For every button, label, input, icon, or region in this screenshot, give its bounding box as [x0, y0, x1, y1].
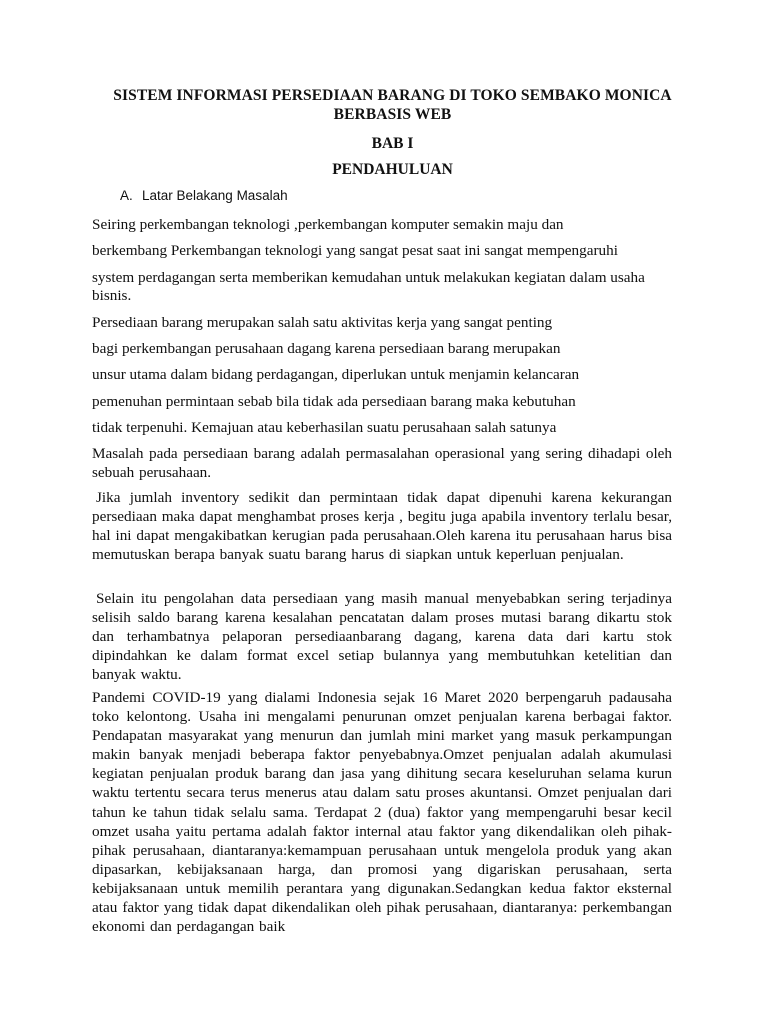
document-title: SISTEM INFORMASI PERSEDIAAN BARANG DI TOKO SEMBAKO MONICA BERBASIS WEB — [113, 87, 672, 123]
text-line: bisnis. — [92, 287, 132, 304]
text-line: unsur utama dalam bidang perdagangan, diperlukan untuk menjamin kelancaran — [92, 366, 580, 383]
paragraph: Masalah pada persediaan barang adalah permasalahan operasional yang sering dihadapi oleh sebuah perusahaan. — [92, 445, 672, 482]
text-line: tidak terpenuhi. Kemajuan atau keberhasilan suatu perusahaan salah satunya — [92, 419, 557, 436]
text-line: pemenuhan permintaan sebab bila tidak ada persediaan barang maka kebutuhan — [92, 393, 576, 410]
text-line: system perdagangan serta memberikan kemudahan untuk melakukan kegiatan dalam usaha — [92, 269, 645, 286]
paragraph: Selain itu pengolahan data persediaan yang masih manual menyebabkan sering terjadinya selisih saldo barang karena kesalahan pencatatan dalam proses mutasi barang dikartu stok dan terhambatnya pelaporan persediaanbarang dagang, karena data dari kartu stok dipindahkan ke dalam format excel setiap bulannya yang membutuhkan ketelitian dan banyak waktu. — [92, 590, 672, 684]
text-line: berkembang Perkembangan teknologi yang sangat pesat saat ini sangat mempengaruhi — [92, 242, 618, 259]
section-heading — [120, 188, 288, 203]
text-line: Seiring perkembangan teknologi ,perkembangan komputer semakin maju dan — [92, 216, 564, 233]
text-line: bagi perkembangan perusahaan dagang karena persediaan barang merupakan — [92, 340, 561, 357]
chapter-title: PENDAHULUAN — [332, 161, 453, 178]
text-line: Persediaan barang merupakan salah satu aktivitas kerja yang sangat penting — [92, 314, 553, 331]
paragraph: Pandemi COVID-19 yang dialami Indonesia sejak 16 Maret 2020 berpengaruh padausaha toko kelontong. Usaha ini mengalami penurunan omzet penjualan karena berbagai faktor. Pendapatan masyarakat yang menurun dan jumlah mini market yang masuk perkampungan makin banyak menjadi beberapa faktor penyebabnya.Omzet penjualan adalah akumulasi kegiatan penjualan produk barang dan jasa yang dihitung secara keseluruhan selama kurun waktu tertentu secara terus menerus atau dalam satu proses akuntansi. Omzet penjualan dari tahun ke tahun tidak selalu sama. Terdapat 2 (dua) faktor yang mempengaruhi besar kecil omzet usaha yaitu pertama adalah faktor internal atau faktor yang dikendalikan oleh pihak-pihak perusahaan, diantaranya:kemampuan perusahaan untuk mengelola produk yang akan dipasarkan, kebijaksanaan harga, dan promosi yang digariskan perusahaan, serta kebijaksanaan untuk memilih perantara yang digunakan.Sedangkan kedua faktor eksternal atau faktor yang tidak dapat dikendalikan oleh pihak perusahaan, diantaranya: perkembangan ekonomi dan perdagangan baik — [92, 689, 672, 936]
chapter-number: BAB I — [371, 135, 414, 152]
paragraph: Jika jumlah inventory sedikit dan permintaan tidak dapat dipenuhi karena kekurangan persediaan maka dapat menghambat proses kerja , begitu juga apabila inventory terlalu besar, hal ini dapat mengakibatkan kerugian pada perusahaan.Oleh karena itu perusahaan harus bisa memutuskan berapa banyak suatu barang harus di siapkan untuk keperluan penjualan. — [92, 489, 672, 564]
section-label: Latar Belakang Masalah — [142, 188, 288, 203]
section-marker: A. — [120, 188, 133, 203]
